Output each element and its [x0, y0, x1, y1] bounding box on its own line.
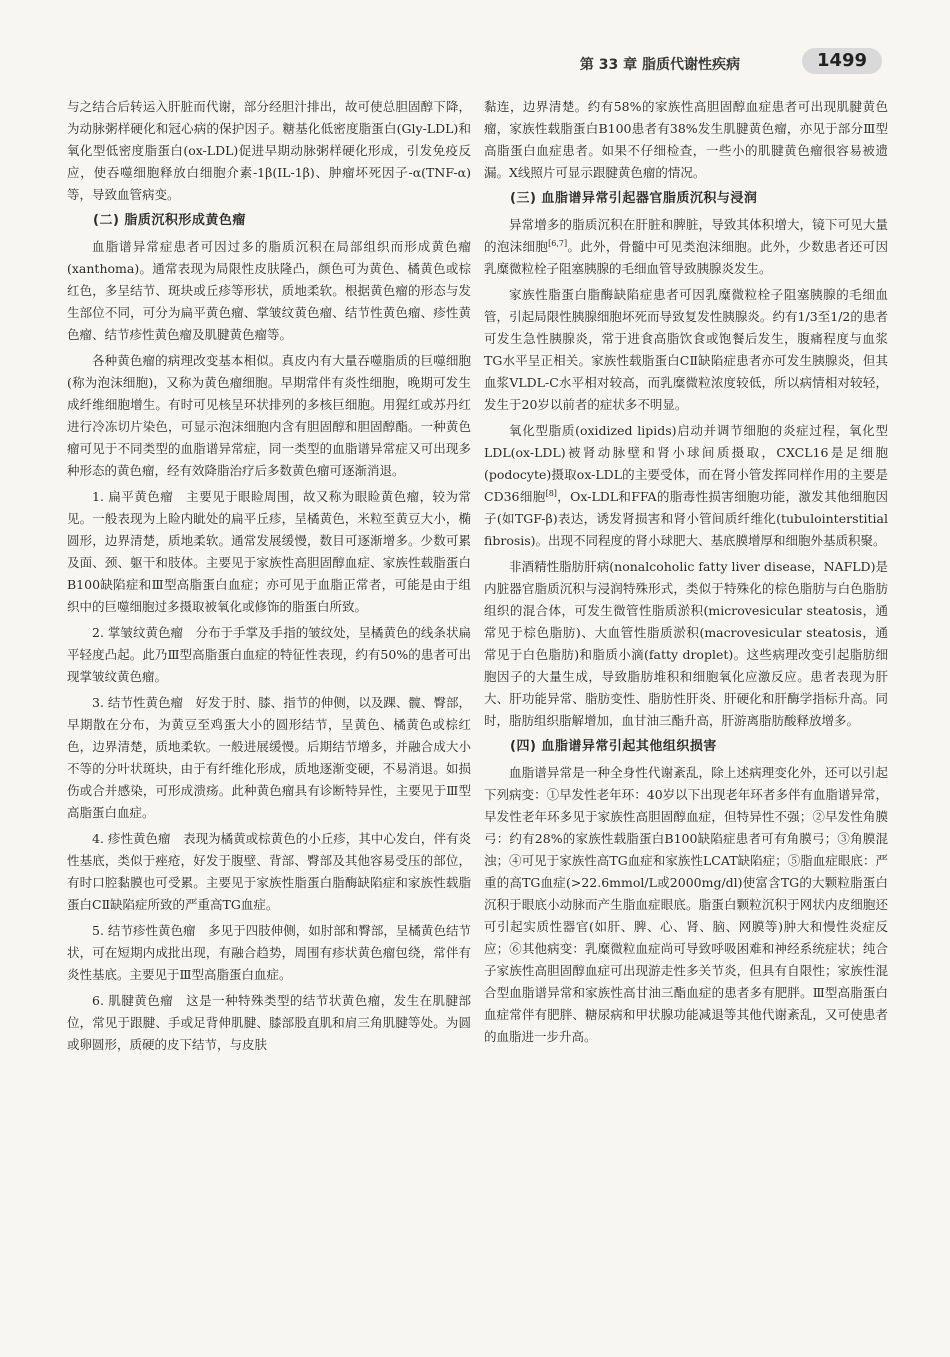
- citation: [6,7]: [548, 238, 568, 248]
- paragraph: 黏连，边界清楚。约有58%的家族性高胆固醇血症患者可出现肌腱黄色瘤，家族性载脂蛋白B100患者有38%发生肌腱黄色瘤，亦见于部分Ⅲ型高脂蛋白血症患者。如果不仔细检查，一些小的肌腱黄色瘤很容易被遗漏。X线照片可显示跟腱黄色瘤的情况。: [484, 99, 888, 180]
- page-number: 1499: [802, 48, 882, 74]
- chapter-title: 第 33 章 脂质代谢性疾病: [579, 57, 740, 73]
- paragraph-text: 异常增多的脂质沉积在肝脏和脾脏，导致其体积增大，镜下可见大量的泡沫细胞: [484, 217, 888, 254]
- page-header: [60, 48, 900, 78]
- paragraph: 3. 结节性黄色瘤 好发于肘、膝、指节的伸侧，以及踝、髋、臀部，早期散在分布，为黄豆至鸡蛋大小的圆形结节，呈黄色、橘黄色或棕红色，边界清楚，质地柔软。一般进展缓慢。后期结节增多，并融合成大小不等的分叶状斑块，由于有纤维化形成，质地逐渐变硬，不易消退。如损伤或合并感染，可形成溃疡。此种黄色瘤具有诊断特异性，主要见于Ⅲ型高脂蛋白血症。: [67, 695, 471, 820]
- paragraph: [484, 420, 888, 552]
- paragraph: 各种黄色瘤的病理改变基本相似。真皮内有大量吞噬脂质的巨噬细胞(称为泡沫细胞)，又称为黄色瘤细胞。早期常伴有炎性细胞，晚期可发生成纤维细胞增生。有时可见核呈环状排列的多核巨细胞。用猩红或苏丹红进行冷冻切片染色，可显示泡沫细胞内含有胆固醇和胆固醇酯。一种黄色瘤可见于不同类型的血脂谱异常症，同一类型的血脂谱异常症又可出现多种形态的黄色瘤，经有效降脂治疗后多数黄色瘤可逐渐消退。: [67, 353, 471, 478]
- paragraph-text: ，Ox-LDL和FFA的脂毒性损害细胞功能，激发其他细胞因子(如TGF-β)表达，诱发肾损害和肾小管间质纤维化(tubulointerstitial fibrosis)。出现不同程度的肾小球肥大、基底膜增厚和细胞外基质积聚。: [484, 489, 888, 548]
- paragraph: 1. 扁平黄色瘤 主要见于眼睑周围，故又称为眼睑黄色瘤，较为常见。一般表现为上睑内眦处的扁平丘疹，呈橘黄色，米粒至黄豆大小，椭圆形，边界清楚，质地柔软。通常发展缓慢，数目可逐渐增多。少数可累及面、颈、躯干和肢体。主要见于家族性高胆固醇血症、家族性载脂蛋白B100缺陷症和Ⅲ型高脂蛋白血症；亦可见于血脂正常者，可能是由于组织中的巨噬细胞过多摄取被氧化或修饰的脂蛋白所致。: [67, 489, 471, 614]
- paragraph-text: 氧化型脂质(oxidized lipids)启动并调节细胞的炎症过程，氧化型LDL(ox-LDL)被肾动脉壁和肾小球间质摄取，CXCL16是足细胞(podocyte)摄取ox-LDL的主要受体，而在肾小管发挥同样作用的主要是CD36细胞: [484, 423, 888, 504]
- section-heading: (四) 血脂谱异常引起其他组织损害: [510, 739, 717, 754]
- paragraph: 非酒精性脂肪肝病(nonalcoholic fatty liver disease，NAFLD)是内脏器官脂质沉积与浸润特殊形式，类似于特殊化的棕色脂肪与白色脂肪组织的混合体，可发生微管性脂质淤积(microvesicular steatosis，通常见于棕色脂肪)、大血管性脂质淤积(macrovesicular steatosis，通常见于白色脂肪)和脂质小滴(fatty droplet)。这些病理改变引起脂肪细胞因子的大量生成，导致脂肪堆积和细胞氧化应激反应。患者表现为肝大、肝功能异常、脂肪变性、脂肪性肝炎、肝硬化和肝酶学指标升高。同时，脂肪组织脂解增加，血甘油三酯升高，肝游离脂肪酸释放增多。: [484, 559, 888, 728]
- section-heading: (二) 脂质沉积形成黄色瘤: [93, 213, 246, 228]
- paragraph: 家族性脂蛋白脂酶缺陷症患者可因乳糜微粒栓子阻塞胰腺的毛细血管，引起局限性胰腺细胞坏死而导致复发性胰腺炎。约有1/3至1/2的患者可发生急性胰腺炎，常于进食高脂饮食或饱餐后发生，腹痛程度与血浆TG水平呈正相关。家族性载脂蛋白CⅡ缺陷症患者亦可发生胰腺炎，但其血浆VLDL-C水平相对较高，而乳糜微粒浓度较低，所以病情相对较轻，发生于20岁以前者的症状多不明显。: [484, 287, 888, 412]
- right-column: [484, 96, 888, 1052]
- paragraph: [484, 214, 888, 280]
- paragraph: 2. 掌皱纹黄色瘤 分布于手掌及手指的皱纹处，呈橘黄色的线条状扁平轻度凸起。此乃Ⅲ型高脂蛋白血症的特征性表现，约有50%的患者可出现掌皱纹黄色瘤。: [67, 625, 471, 684]
- paragraph: 6. 肌腱黄色瘤 这是一种特殊类型的结节状黄色瘤，发生在肌腱部位，常见于跟腱、手或足背伸肌腱、膝部股直肌和肩三角肌腱等处。为圆或卵圆形，质硬的皮下结节，与皮肤: [67, 993, 471, 1052]
- paragraph: 血脂谱异常是一种全身性代谢紊乱，除上述病理变化外，还可以引起下列病变：①早发性老年环：40岁以下出现老年环者多伴有血脂谱异常，早发性老年环多见于家族性高胆固醇血症，但特异性不强；②早发性角膜弓：约有28%的家族性载脂蛋白B100缺陷症患者可有角膜弓；③角膜混浊；④可见于家族性高TG血症和家族性LCAT缺陷症；⑤脂血症眼底：严重的高TG血症(>22.6mmol/L或2000mg/dl)使富含TG的大颗粒脂蛋白沉积于眼底小动脉而产生脂血症眼底。脂蛋白颗粒沉积于网状内皮细胞还可引起实质性器官(如肝、脾、心、肾、脑、网膜等)肿大和慢性炎症反应；⑥其他病变：乳糜微粒血症尚可导致呼吸困难和神经系统症状；纯合子家族性高胆固醇血症可出现游走性多关节炎，但具有自限性；家族性混合型血脂谱异常和家族性高甘油三酯血症的患者多有肥胖。Ⅲ型高脂蛋白血症常伴有肥胖、糖尿病和甲状腺功能减退等其他代谢紊乱，又可使患者的血脂进一步升高。: [484, 765, 888, 1044]
- paragraph-text: 。此外，骨髓中可见类泡沫细胞。此外，少数患者还可因乳糜微粒栓子阻塞胰腺的毛细血管导致胰腺炎发生。: [484, 239, 888, 276]
- left-column: [67, 96, 471, 1060]
- paragraph: 与之结合后转运入肝脏而代谢，部分经胆汁排出，故可使总胆固醇下降，为动脉粥样硬化和冠心病的保护因子。糖基化低密度脂蛋白(Gly-LDL)和氧化型低密度脂蛋白(ox-LDL)促进早期动脉粥样硬化形成，引发免疫反应，使吞噬细胞释放白细胞介素-1β(IL-1β)、肿瘤坏死因子-α(TNF-α)等，导致血管病变。: [67, 99, 471, 202]
- citation: [8]: [545, 488, 557, 498]
- paragraph: 5. 结节疹性黄色瘤 多见于四肢伸侧，如肘部和臀部，呈橘黄色结节状，可在短期内成批出现，有融合趋势，周围有疹状黄色瘤包绕，常伴有炎性基底。主要见于Ⅲ型高脂蛋白血症。: [67, 923, 471, 982]
- paragraph: 4. 疹性黄色瘤 表现为橘黄或棕黄色的小丘疹，其中心发白，伴有炎性基底，类似于痤疮，好发于腹壁、背部、臀部及其他容易受压的部位，有时口腔黏膜也可受累。主要见于家族性脂蛋白脂酶缺陷症和家族性载脂蛋白CⅡ缺陷症所致的严重高TG血症。: [67, 831, 471, 912]
- paragraph: 血脂谱异常症患者可因过多的脂质沉积在局部组织而形成黄色瘤(xanthoma)。通常表现为局限性皮肤隆凸，颜色可为黄色、橘黄色或棕红色，多呈结节、斑块或丘疹等形状，质地柔软。根据黄色瘤的形态与发生部位不同，可分为扁平黄色瘤、掌皱纹黄色瘤、结节性黄色瘤、疹性黄色瘤、结节疹性黄色瘤及肌腱黄色瘤等。: [67, 239, 471, 342]
- section-heading: (三) 血脂谱异常引起器官脂质沉积与浸润: [510, 191, 758, 206]
